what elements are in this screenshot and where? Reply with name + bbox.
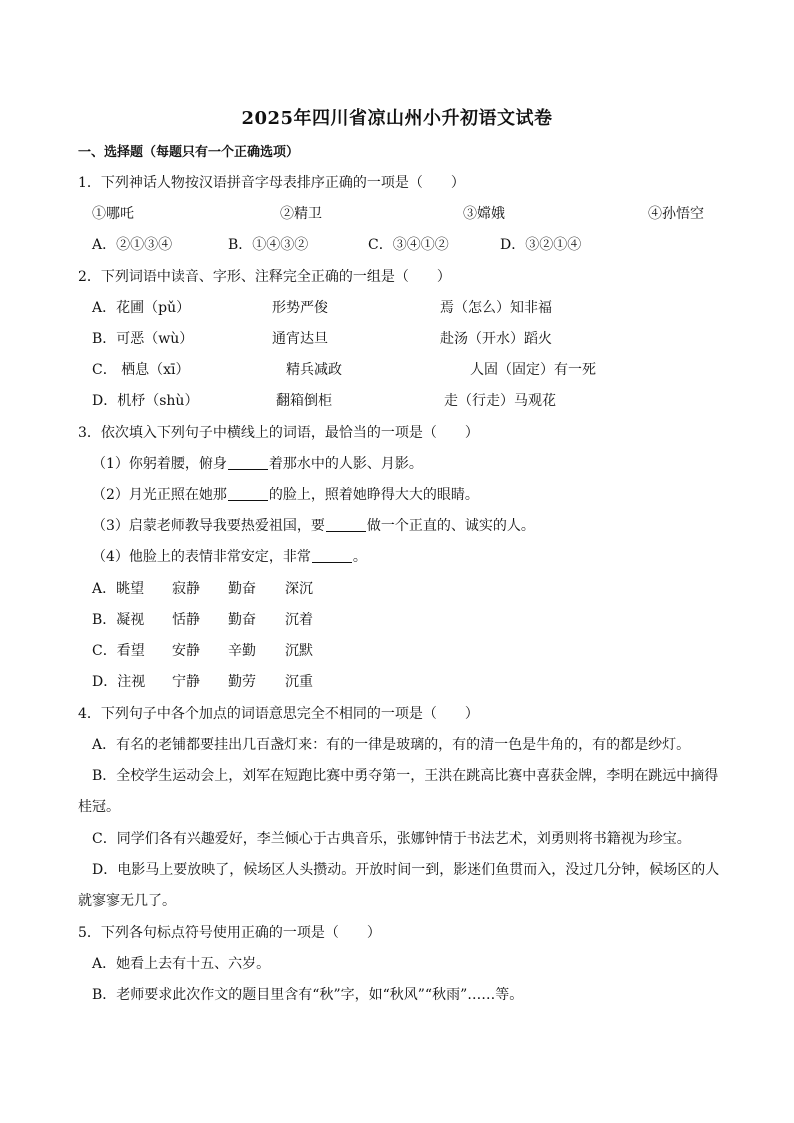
exam-title: 2025年四川省凉山州小升初语文试卷 — [241, 108, 553, 129]
q2-d-word-3: 走（行走）马观花 — [444, 393, 556, 409]
question-3-stem: 3．依次填入下列句子中横线上的词语，最恰当的一项是（ ） — [78, 425, 479, 441]
q3-s4-part-1: （4）他脸上的表情非常安定，非常 — [92, 549, 311, 565]
q2-b-word-3: 赴汤（开水）蹈火 — [440, 331, 552, 347]
q3-choice-a[interactable]: A．眺望 — [92, 581, 145, 597]
q3-s1-blank — [228, 455, 268, 470]
q2-b-word-2: 通宵达旦 — [272, 331, 328, 347]
section-heading: 一、选择题（每题只有一个正确选项） — [78, 145, 300, 160]
question-4-stem: 4．下列句子中各个加点的词语意思完全不相同的一项是（ ） — [78, 706, 479, 722]
q2-a-word-3: 焉（怎么）知非福 — [440, 300, 552, 316]
q2-d-word-2: 翻箱倒柜 — [276, 393, 332, 409]
q3-s1-part-1: （1）你躬着腰，俯身 — [92, 456, 227, 472]
q5-choice-a[interactable]: A．她看上去有十五、六岁。 — [92, 956, 271, 972]
q3-b-word-4: 沉着 — [285, 612, 313, 628]
q2-choice-a[interactable]: A．花圃（pǔ） — [92, 300, 191, 316]
q2-c-word-2: 精兵减政 — [286, 362, 342, 378]
q4-choice-d-cont: 就寥寥无几了。 — [78, 893, 176, 909]
question-5-stem: 5．下列各句标点符号使用正确的一项是（ ） — [78, 925, 381, 941]
q2-a-word-2: 形势严俊 — [272, 300, 328, 316]
q3-b-word-2: 恬静 — [172, 612, 200, 628]
q4-choice-d[interactable]: D．电影马上要放映了，候场区人头攒动。开放时间一到，影迷们鱼贯而入，没过几分钟，候场区的人 — [92, 862, 720, 878]
q1-item-4: ④孙悟空 — [648, 206, 704, 222]
q3-d-word-3: 勤劳 — [228, 674, 256, 690]
q3-sentence-1 — [92, 454, 423, 474]
q2-choice-c[interactable]: C． 栖息（xī） — [92, 362, 190, 378]
q3-s3-part-2: 做一个正直的、诚实的人。 — [366, 518, 535, 534]
q3-c-word-3: 辛勤 — [228, 643, 256, 659]
question-1-stem: 1．下列神话人物按汉语拼音字母表排序正确的一项是（ ） — [78, 175, 465, 191]
q1-choice-d[interactable]: D．③②①④ — [500, 237, 582, 253]
q3-choice-c[interactable]: C．看望 — [92, 643, 145, 659]
q1-choice-b[interactable]: B．①④③② — [228, 237, 309, 253]
q3-s4-blank — [312, 548, 352, 563]
q1-item-2: ②精卫 — [280, 206, 322, 222]
q3-s1-part-2: 着那水中的人影、月影。 — [268, 456, 423, 472]
q3-choice-d[interactable]: D．注视 — [92, 674, 146, 690]
q3-c-word-2: 安静 — [172, 643, 200, 659]
q3-sentence-3 — [92, 516, 535, 536]
q1-choice-a[interactable]: A．②①③④ — [92, 237, 173, 253]
q3-a-word-2: 寂静 — [172, 581, 200, 597]
q3-choice-b[interactable]: B．凝视 — [92, 612, 145, 628]
q2-choice-d[interactable]: D．机杼（shù） — [92, 393, 199, 409]
q3-sentence-4 — [92, 547, 367, 567]
q3-b-word-3: 勤奋 — [228, 612, 256, 628]
q4-choice-b[interactable]: B．全校学生运动会上，刘军在短跑比赛中勇夺第一，王洪在跳高比赛中喜获金牌，李明在跳远中摘得 — [92, 768, 719, 784]
q5-choice-b[interactable]: B．老师要求此次作文的题目里含有“秋”字，如“秋风”“秋雨”……等。 — [92, 987, 524, 1003]
q3-c-word-4: 沉默 — [285, 643, 313, 659]
q3-s2-part-2: 的脸上，照着她睁得大大的眼睛。 — [268, 487, 479, 503]
q3-a-word-3: 勤奋 — [228, 581, 256, 597]
q3-s2-part-1: （2）月光正照在她那 — [92, 487, 227, 503]
q3-sentence-2 — [92, 485, 479, 505]
q2-c-word-3: 人固（固定）有一死 — [470, 362, 596, 378]
q4-choice-c[interactable]: C．同学们各有兴趣爱好，李兰倾心于古典音乐，张娜钟情于书法艺术，刘勇则将书籍视为珍宝。 — [92, 831, 691, 847]
q3-s2-blank — [228, 486, 268, 501]
q3-s3-blank — [326, 517, 366, 532]
q1-item-3: ③嫦娥 — [463, 206, 505, 222]
q2-choice-b[interactable]: B．可恶（wù） — [92, 331, 194, 347]
q1-item-1: ①哪吒 — [92, 206, 134, 222]
q3-d-word-2: 宁静 — [172, 674, 200, 690]
q3-a-word-4: 深沉 — [285, 581, 313, 597]
q3-s4-part-2: 。 — [352, 549, 367, 565]
q4-choice-a[interactable]: A．有名的老铺都要挂出几百盏灯来：有的一律是玻璃的，有的清一色是牛角的，有的都是纱灯。 — [92, 737, 691, 753]
q4-choice-b-cont: 桂冠。 — [78, 799, 120, 815]
q1-choice-c[interactable]: C．③④①② — [368, 237, 449, 253]
q3-s3-part-1: （3）启蒙老师教导我要热爱祖国，要 — [92, 518, 325, 534]
q3-d-word-4: 沉重 — [285, 674, 313, 690]
question-2-stem: 2．下列词语中读音、字形、注释完全正确的一组是（ ） — [78, 269, 451, 285]
